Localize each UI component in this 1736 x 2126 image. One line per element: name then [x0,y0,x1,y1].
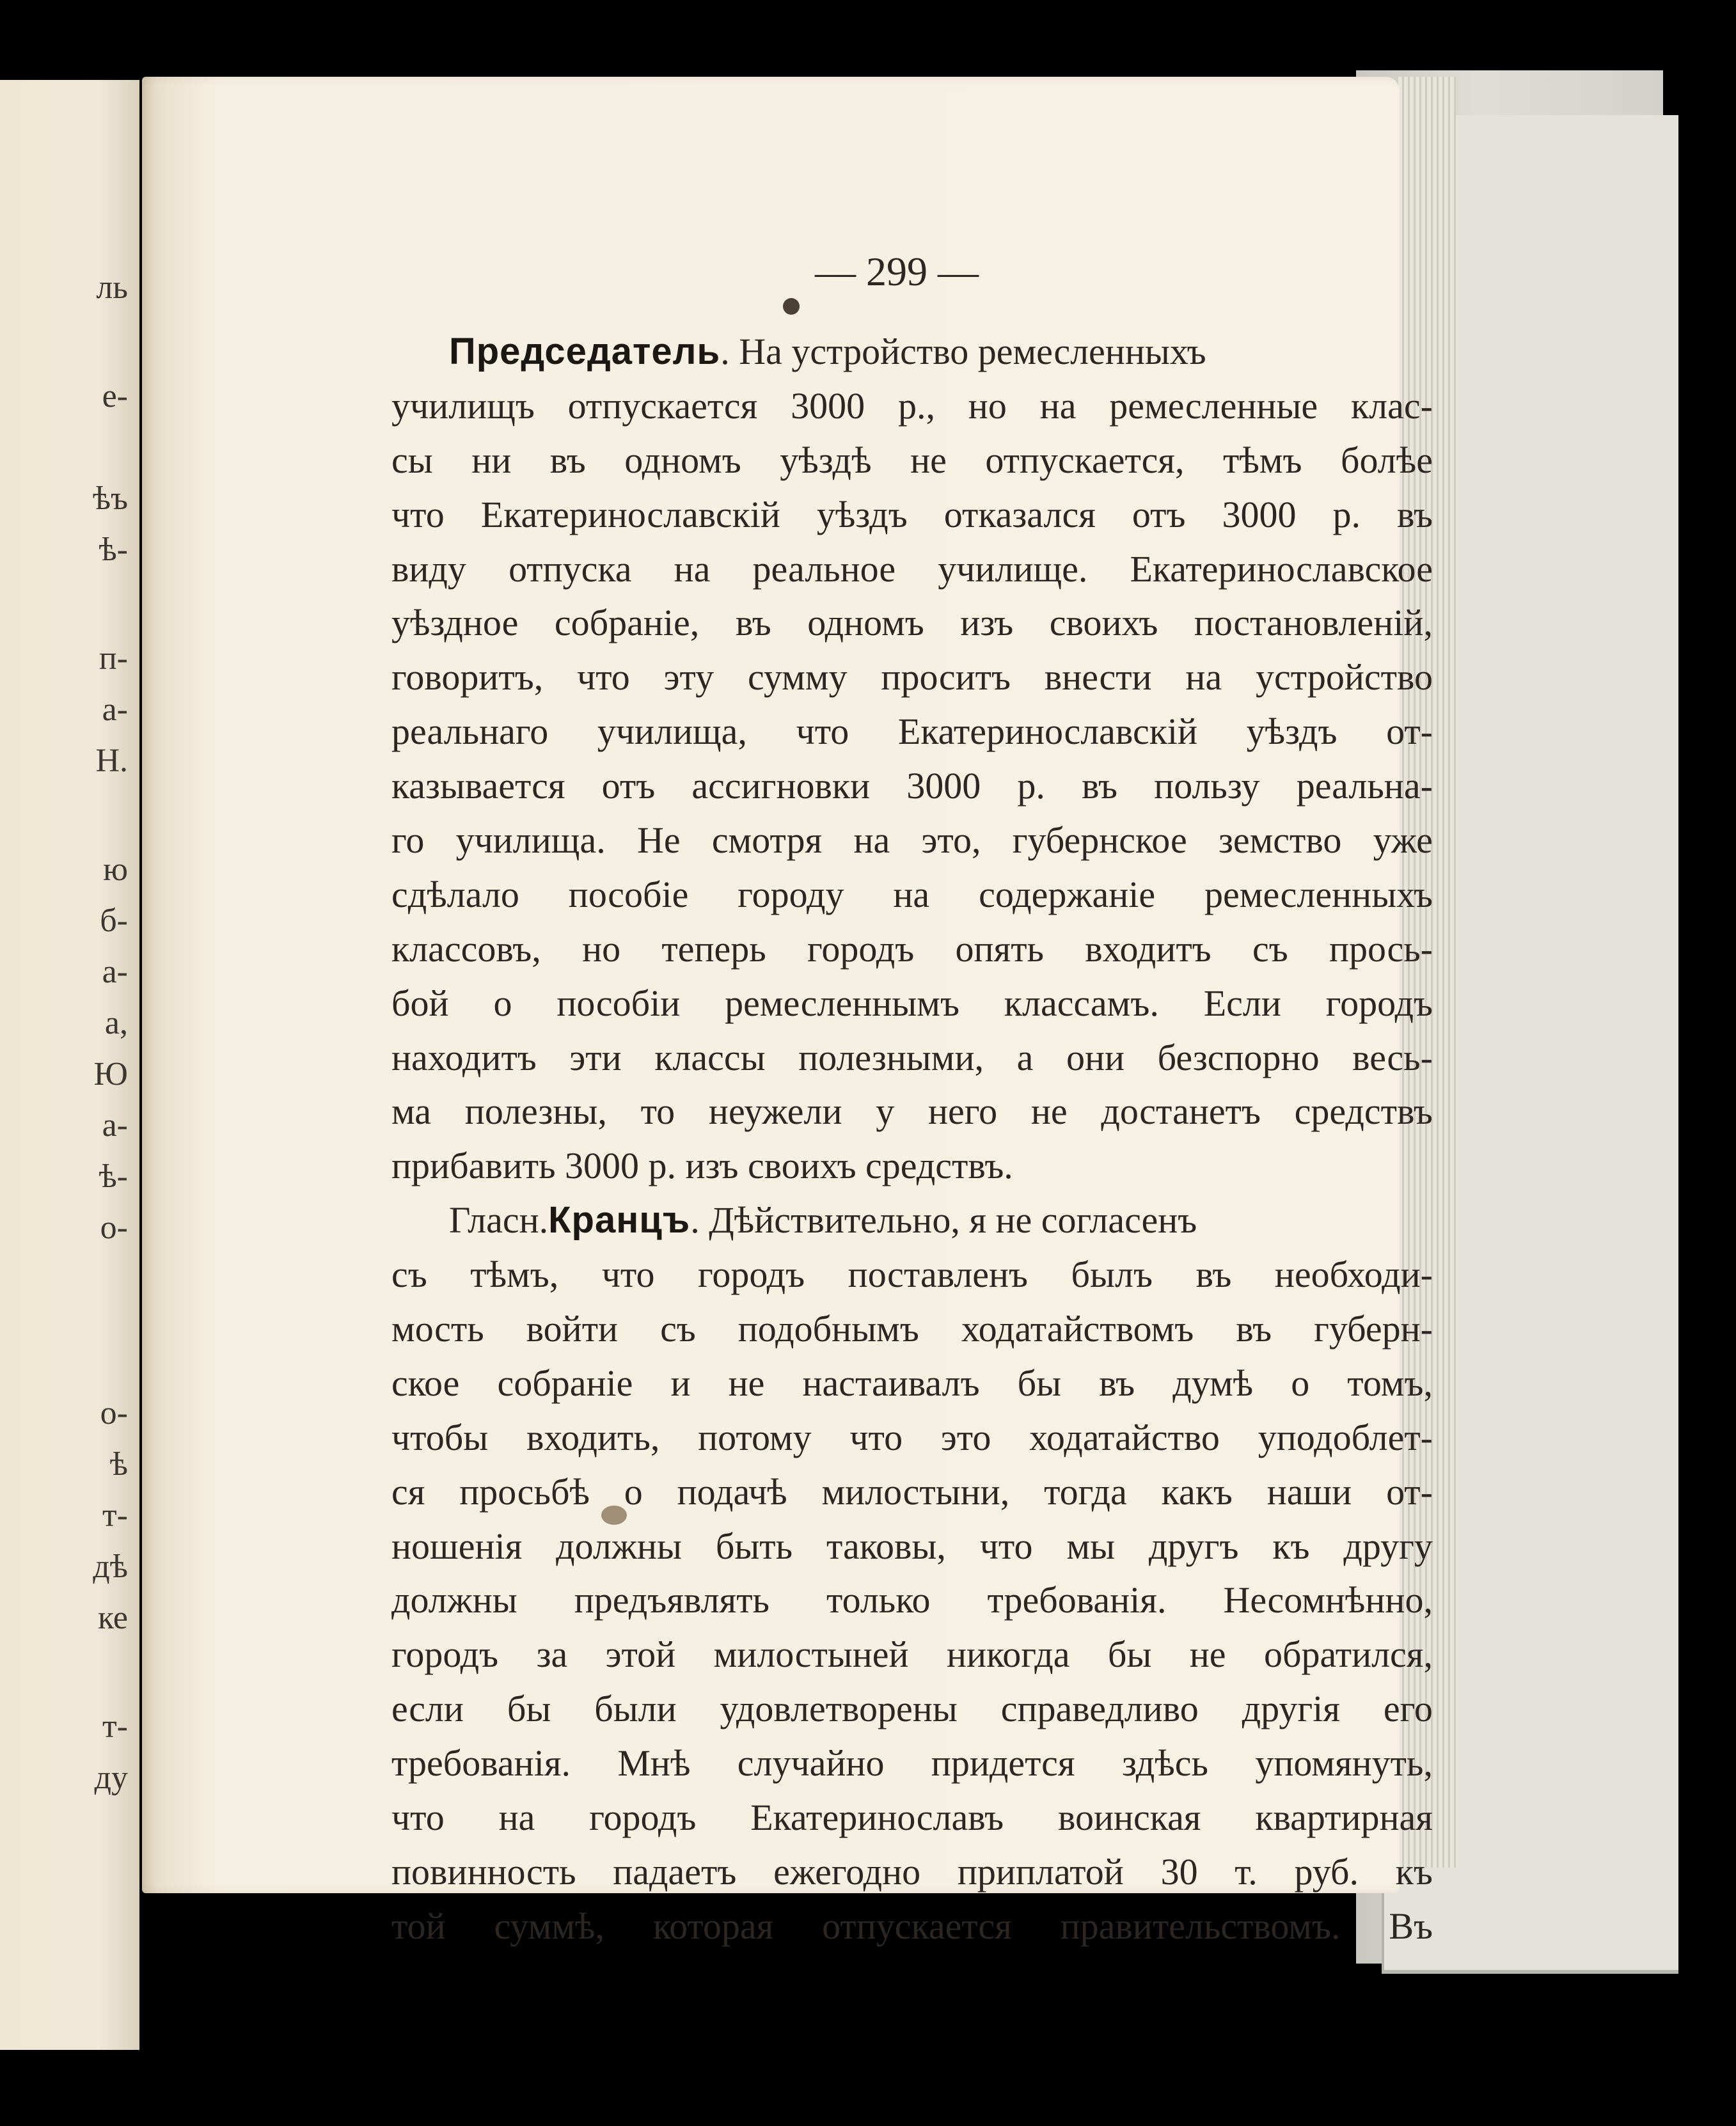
word: классовъ, [391,927,541,970]
word: теперь [661,927,766,970]
text-line [391,1193,1433,1248]
word: от- [1386,1470,1433,1513]
word: городъ [391,1634,499,1676]
word: Екатеринославскій [480,493,780,535]
word: на [498,1797,535,1839]
text-line [391,1357,1433,1411]
word: въ [1082,765,1118,807]
word: необходи- [1274,1254,1433,1296]
word: училища, [597,711,747,753]
text-line-content: . Дѣйствительно, я не согласенъ [690,1199,1197,1241]
word: мы [1066,1525,1116,1567]
word: эти [569,1036,622,1078]
word: изъ [960,602,1014,644]
word: чтобы [391,1416,489,1458]
word: Не [636,819,681,862]
word: бой [391,982,449,1024]
word: отъ [1132,493,1186,535]
text-line [391,1520,1433,1574]
word: тѣмъ, [470,1254,559,1296]
word: казывается [391,765,565,807]
word: бы [1017,1362,1062,1404]
word: только [826,1579,931,1621]
word: что [391,493,445,535]
word: него [927,1091,998,1133]
word: весь- [1352,1036,1433,1078]
left-page-fragment: а- [102,954,128,990]
word: съ [660,1308,696,1350]
word: падаетъ [613,1850,737,1893]
word: отъ [601,765,656,807]
word: пособіе [568,873,689,915]
word: городъ [1325,982,1433,1024]
page-number: — 299 — [815,249,979,294]
word: отпуска [509,547,632,590]
left-page-fragment: т- [102,1708,128,1745]
text-line [391,868,1433,922]
left-page-fragment: б- [100,902,128,939]
right-page [142,77,1433,1947]
word: опять [955,927,1044,970]
word: пособіи [556,982,681,1024]
word: го [391,819,425,862]
word: другу [1343,1525,1433,1567]
word: но [968,384,1007,427]
text-line [391,1465,1433,1520]
word: это, [921,819,981,862]
word: милостыни, [821,1470,1010,1513]
word: виду [391,547,466,590]
left-page-fragment: Ю [93,1056,128,1092]
word: р. [1332,493,1361,535]
word: быть [715,1525,793,1567]
word: къ [1272,1525,1310,1567]
word: этой [605,1634,676,1676]
word: поставленъ [848,1254,1029,1296]
word: на [853,819,890,862]
left-page-fragment: е- [102,378,128,414]
word: потому [698,1416,812,1458]
word: не [1030,1091,1068,1133]
word: уже [1373,819,1433,862]
word: въ [1195,1254,1232,1296]
word: уѣздъ [1246,711,1338,753]
text-line [391,488,1433,542]
word: если [391,1688,464,1730]
word: что [796,711,849,753]
word: отпускается [567,384,758,427]
left-page [0,80,139,2050]
left-page-fragment: ѣ- [99,532,128,568]
word: устройство [1256,656,1433,698]
word: Екатеринославскій [897,711,1198,753]
word: училища. [455,819,606,862]
word: должны [556,1525,682,1567]
word: были [594,1688,677,1730]
left-page-fragment: ль [96,269,128,306]
word: ассигновки [691,765,871,807]
word: то [640,1091,675,1133]
left-page-fragment: п- [99,640,128,677]
word: о [493,982,512,1024]
word: находитъ [391,1036,537,1078]
text-line [391,379,1433,434]
word: другъ [1148,1525,1239,1567]
word: за [536,1634,568,1676]
word: таковы, [826,1525,946,1567]
text-line [391,1248,1433,1302]
word: думѣ [1172,1362,1254,1404]
word: справедливо [1000,1688,1199,1730]
word: уѣздѣ [780,439,872,481]
text-line [391,1573,1433,1628]
speaker-name: Председатель [449,331,721,372]
word: удовлетворены [720,1688,958,1730]
word: от- [1386,711,1433,753]
word: повинность [391,1850,576,1893]
word: ходатайство [1029,1416,1220,1458]
word: они [1066,1036,1125,1078]
word: придется [931,1742,1075,1784]
word: ходатайствомъ [961,1308,1194,1350]
word: уѣздное [391,602,519,644]
word: о [624,1470,643,1513]
word: внести [1044,656,1152,698]
word: ся [391,1470,425,1513]
word: городъ [698,1254,805,1296]
word: достанетъ [1101,1091,1261,1133]
word: уподоблет- [1258,1416,1433,1458]
word: училищъ [391,384,535,427]
word: одномъ [807,602,924,644]
left-page-fragment: т- [102,1497,128,1534]
word: что [979,1525,1033,1567]
speaker-name: Кранцъ [548,1199,691,1241]
text-line [391,1900,1433,1954]
text-line [391,1736,1433,1791]
word: 3000 [906,765,981,807]
text-line [391,977,1433,1031]
word: не [1189,1634,1226,1676]
word: входить, [526,1416,660,1458]
word: безспорно [1157,1036,1320,1078]
text-line [391,1682,1433,1736]
text-line [391,814,1433,868]
word: Екатеринославское [1130,547,1433,590]
word: а [1016,1036,1034,1078]
word: губерн- [1314,1308,1433,1350]
word: у [876,1091,895,1133]
word: проситъ [881,656,1011,698]
word: 3000 [1222,493,1297,535]
word: настаивалъ [802,1362,980,1404]
word: въ [1236,1308,1272,1350]
word: реальнаго [391,711,549,753]
word: милостыней [713,1634,909,1676]
word: прось- [1329,927,1433,970]
word: реальное [752,547,896,590]
word: войти [526,1308,619,1350]
word: обратился, [1263,1634,1433,1676]
word: и [670,1362,691,1404]
left-page-fragment: ю [103,851,128,888]
word: не [728,1362,765,1404]
word: которая [652,1905,774,1947]
word: Если [1203,982,1281,1024]
word: что [601,1254,655,1296]
left-page-fragment: а- [102,691,128,728]
left-page-fragment: о- [100,1395,128,1431]
word: но [582,927,621,970]
word: отпускается [822,1905,1012,1947]
word: содержаніе [979,873,1156,915]
word: пользу [1154,765,1260,807]
word: другія [1242,1688,1340,1730]
word: какъ [1161,1470,1233,1513]
word: неужели [708,1091,842,1133]
word: средствъ [1294,1091,1433,1133]
word: на [1039,384,1077,427]
word: въ [1099,1362,1135,1404]
word: предъявлять [574,1579,770,1621]
word: Екатеринославъ [750,1797,1004,1839]
word: что [577,656,630,698]
word: воинская [1057,1797,1201,1839]
word: на [674,547,711,590]
left-page-fragment: ке [97,1600,128,1636]
left-page-fragment: ѣ [109,1446,128,1483]
word: городъ [807,927,915,970]
text-line [391,922,1433,977]
word: здѣсь [1121,1742,1208,1784]
text-line-content: . На устройство ремесленныхъ [720,331,1206,372]
word: тогда [1044,1470,1127,1513]
left-page-fragment: а- [102,1107,128,1144]
word: въ [549,439,586,481]
text-line [391,542,1433,597]
word: требованія. [987,1579,1167,1621]
word: ремесленнымъ [725,982,959,1024]
word: просьбѣ [459,1470,590,1513]
text-line [391,759,1433,814]
word: бы [507,1688,551,1730]
word: классамъ. [1004,982,1159,1024]
word: ежегодно [773,1850,921,1893]
word: ремесленные [1109,384,1318,427]
word: приплатой [957,1850,1124,1893]
word: училище. [938,547,1088,590]
word: 30 [1160,1850,1198,1893]
text-line [391,1085,1433,1139]
word: сумму [747,656,848,698]
word: правительствомъ. [1060,1905,1341,1947]
word: Мнѣ [617,1742,691,1784]
word: Несомнѣнно, [1223,1579,1433,1621]
word: съ [1252,927,1288,970]
word: Въ [1389,1905,1433,1947]
text-line [391,434,1433,488]
word: руб. [1294,1850,1359,1893]
word: полезными, [798,1036,984,1078]
text-line [391,705,1433,759]
word: полезны, [464,1091,607,1133]
word: входитъ [1085,927,1211,970]
word: подобнымъ [738,1308,919,1350]
word: на [893,873,930,915]
text-line [391,1031,1433,1085]
word: о [1291,1362,1310,1404]
word: ни [471,439,512,481]
word: мость [391,1308,484,1350]
word: земство [1218,819,1342,862]
word: наши [1266,1470,1352,1513]
word: постановленій, [1194,602,1433,644]
word: сы [391,439,433,481]
word: собраніе [497,1362,633,1404]
word: т. [1235,1850,1258,1893]
word: губернское [1012,819,1187,862]
word: что [849,1416,903,1458]
text-line [391,1791,1433,1845]
word: должны [391,1579,517,1621]
word: суммѣ, [494,1905,605,1947]
word: съ [391,1254,427,1296]
text-line [391,1302,1433,1357]
word: говоритъ, [391,656,544,698]
word: реальна- [1296,765,1433,807]
left-page-fragment: ду [94,1760,128,1796]
word: смотря [711,819,823,862]
word: не [910,439,947,481]
word: упомянуть, [1255,1742,1433,1784]
word: своихъ [1049,602,1158,644]
text-line [391,325,1433,379]
word: въ [1397,493,1433,535]
word: томъ, [1347,1362,1433,1404]
text-line [391,1845,1433,1900]
word: отпускается, [985,439,1185,481]
text-line [391,1628,1433,1682]
word: отказался [943,493,1096,535]
word: той [391,1905,446,1947]
text-line [391,1411,1433,1465]
left-page-fragment: а, [104,1005,128,1041]
word: квартирная [1255,1797,1433,1839]
left-page-fragment: ѣ- [99,1158,128,1195]
word: сдѣлало [391,873,519,915]
word: собраніе, [554,602,700,644]
word: эту [663,656,714,698]
word: требованія. [391,1742,571,1784]
word: на [1185,656,1222,698]
word: ремесленныхъ [1204,873,1433,915]
ink-dot [783,298,800,315]
word: ское [391,1362,460,1404]
word: тѣмъ [1223,439,1302,481]
left-page-fragment: ѣъ [92,480,128,517]
text-line [391,650,1433,705]
text-line: прибавить 3000 р. изъ своихъ средствъ. [391,1145,1013,1187]
left-page-fragment: дѣ [93,1548,128,1585]
word: классы [654,1036,766,1078]
word: ношенія [391,1525,523,1567]
word: одномъ [624,439,741,481]
word: 3000 [791,384,865,427]
word: ма [391,1091,432,1133]
word: бы [1107,1634,1152,1676]
word: уѣздъ [816,493,908,535]
text-line [391,596,1433,650]
word: никогда [947,1634,1070,1676]
word: р., [897,384,935,427]
word: болѣе [1341,439,1433,481]
word: городъ [589,1797,697,1839]
left-page-fragment: Н. [95,743,128,779]
body-text [391,325,1433,1954]
word: подачѣ [677,1470,787,1513]
word: что [391,1797,445,1839]
word: былъ [1071,1254,1153,1296]
left-page-fragment: о- [100,1209,128,1246]
word: къ [1395,1850,1433,1893]
word: р. [1017,765,1045,807]
word: клас- [1350,384,1433,427]
speaker-prefix: Гласн. [449,1199,549,1241]
word: это [940,1416,991,1458]
word: его [1383,1688,1433,1730]
word: городу [738,873,844,915]
word: въ [735,602,771,644]
word: случайно [737,1742,885,1784]
